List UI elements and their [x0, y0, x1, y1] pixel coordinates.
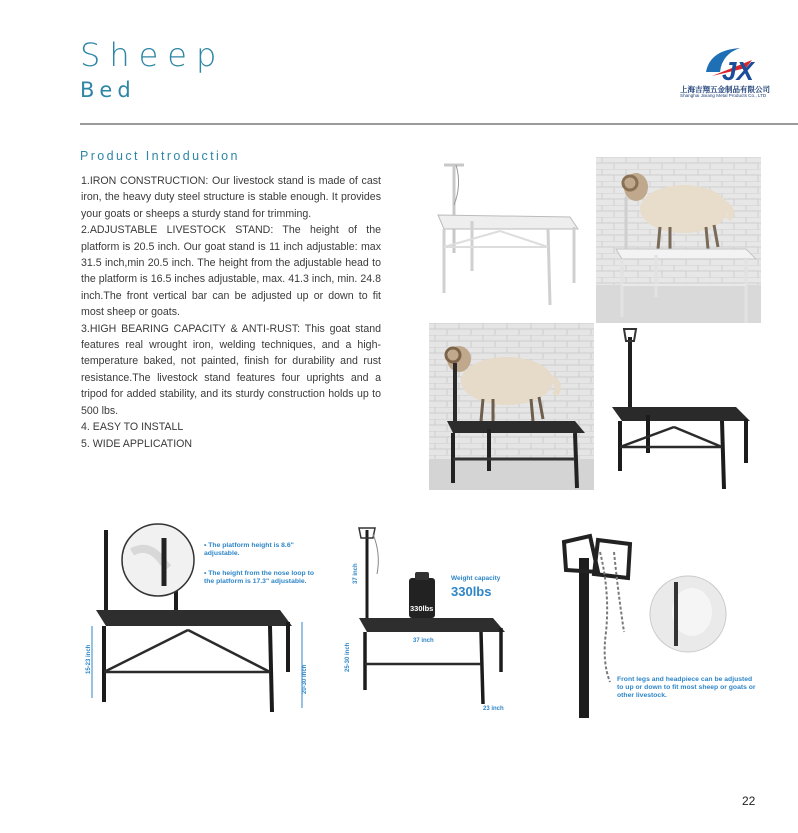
logo-company-en: Shanghai Jixiang Metal Products Co., LTD [680, 93, 767, 98]
capacity-dimension-diagram [343, 522, 513, 718]
platform-note-1: • The platform height is 8.6" adjustable. [204, 542, 294, 558]
weight-label: 330lbs [410, 604, 434, 613]
intro-paragraph-5: 5. WIDE APPLICATION [81, 437, 193, 450]
white-stand-photo [430, 155, 585, 320]
section-heading: Product Introduction [80, 149, 240, 163]
logo-company-cn: 上海吉翔五金制品有限公司 [680, 85, 770, 94]
black-stand-photo [598, 323, 758, 493]
intro-paragraph-1: 1.IRON CONSTRUCTION: Our livestock stand is made of cast iron, the heavy duty steel structure is stable enough. It provides your goats or sheeps a sturdy stand for trimming. [81, 175, 381, 220]
sheep-black-stand-photo [429, 323, 594, 490]
head-height-label: 37 inch [353, 563, 359, 584]
right-height-label: 20-30 inch [302, 664, 308, 694]
logo-letters: JX [722, 56, 754, 86]
platform-height-label: 25-30 inch [345, 642, 351, 672]
page-subtitle: Bed [80, 78, 136, 102]
platform-note-2: • The height from the nose loop to the platform is 17.3" adjustable. [204, 570, 314, 586]
intro-text [81, 173, 381, 452]
intro-paragraph-3: 3.HIGH BEARING CAPACITY & ANTI-RUST: This goat stand features real wrought iron, welding techniques, and a high-temperature baked, not painted, finish for durability and rust resistance.The livestock stand features four uprights and a tripod for added stability, and its sturdy construction holds up to 500 lbs. [81, 322, 381, 417]
sheep-white-stand-photo [596, 157, 761, 323]
page-number: 22 [742, 794, 756, 808]
capacity-title: Weight capacity [451, 575, 501, 582]
intro-paragraph-2: 2.ADJUSTABLE LIVESTOCK STAND: The height of the platform is 20.5 inch. Our goat stand is 11 inch adjustable: max 31.5 inch,min 20.5 inch. The height from the adjustable head to the platform is 16.5 inches adjustable, max. 41.3 inch, min. 24.8 inch.The front vertical bar can be adjusted up or down to fit most sheep or goats. [81, 224, 381, 319]
header-divider [80, 123, 798, 125]
depth-label: 23 inch [483, 706, 504, 712]
page-title: Sheep [80, 36, 226, 74]
capacity-value: 330lbs [451, 584, 492, 599]
headpiece-caption: Front legs and headpiece can be adjusted to up or down to fit most sheep or goats or other livestock. [617, 676, 756, 700]
width-label: 37 inch [413, 638, 434, 644]
left-height-label: 15-23 inch [86, 644, 92, 674]
intro-paragraph-4: 4. EASY TO INSTALL [81, 421, 184, 434]
